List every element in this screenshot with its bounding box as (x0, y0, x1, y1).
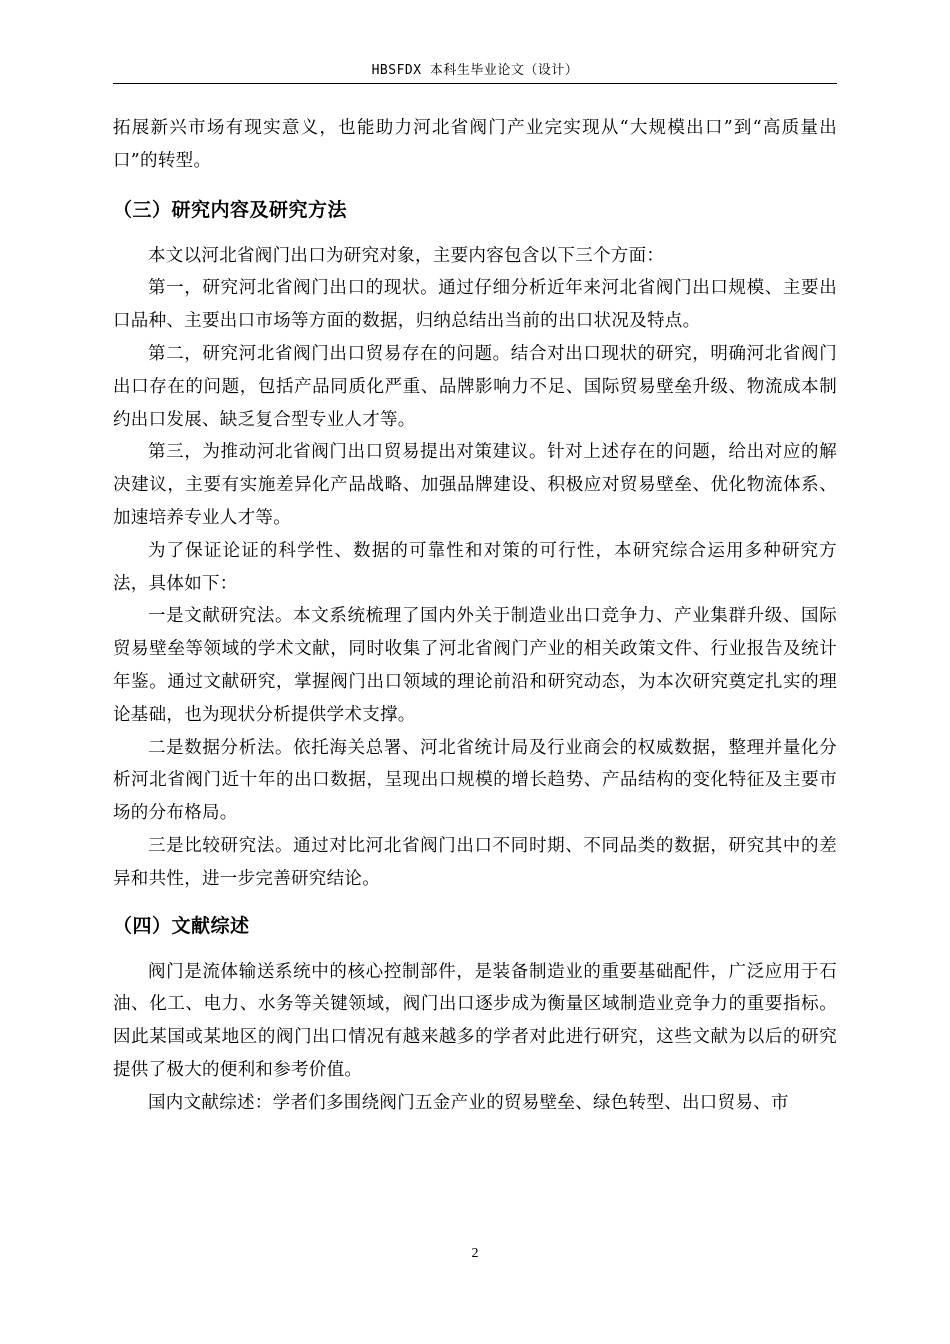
paragraph: 阀门是流体输送系统中的核心控制部件，是装备制造业的重要基础配件，广泛应用于石油、化工、电力、水务等关键领域，阀门出口逐步成为衡量区域制造业竞争力的重要指标。因此某国或某地区的阀门出口情况有越来越多的学者对此进行研究，这些文献为以后的研究提供了极大的便利和参考价值。 (113, 961, 837, 1080)
section-heading-research-content: （三）研究内容及研究方法 (113, 198, 348, 221)
paragraph: 国内文献综述：学者们多围绕阀门五金产业的贸易壁垒、绿色转型、出口贸易、市 (148, 1092, 789, 1113)
body-text (113, 112, 837, 1120)
paragraph: 本文以河北省阀门出口为研究对象，主要内容包含以下三个方面： (148, 245, 665, 266)
paragraph: 为了保证论证的科学性、数据的可靠性和对策的可行性，本研究综合运用多种研究方法，具体如下： (113, 540, 837, 594)
paragraph: 第二，研究河北省阀门出口贸易存在的问题。结合对出口现状的研究，明确河北省阀门出口存在的问题，包括产品同质化严重、品牌影响力不足、国际贸易壁垒升级、物流成本制约出口发展、缺乏复合型专业人才等。 (113, 343, 837, 430)
header-rule (113, 83, 837, 84)
running-header: HBSFDX 本科生毕业论文（设计） (371, 63, 579, 78)
paragraph: 三是比较研究法。通过对比河北省阀门出口不同时期、不同品类的数据，研究其中的差异和共性，进一步完善研究结论。 (113, 835, 837, 889)
paragraph: 第一，研究河北省阀门出口的现状。通过仔细分析近年来河北省阀门出口规模、主要出口品种、主要出口市场等方面的数据，归纳总结出当前的出口状况及特点。 (113, 278, 837, 332)
paragraph: 二是数据分析法。依托海关总署、河北省统计局及行业商会的权威数据，整理并量化分析河北省阀门近十年的出口数据，呈现出口规模的增长趋势、产品结构的变化特征及主要市场的分布格局。 (113, 737, 837, 824)
section-heading-literature-review: （四）文献综述 (113, 914, 250, 937)
paragraph-continued: 拓展新兴市场有现实意义，也能助力河北省阀门产业完实现从“大规模出口”到“高质量出口”的转型。 (113, 118, 837, 171)
page-number: 2 (471, 1246, 479, 1261)
paragraph: 一是文献研究法。本文系统梳理了国内外关于制造业出口竞争力、产业集群升级、国际贸易壁垒等领域的学术文献，同时收集了河北省阀门产业的相关政策文件、行业报告及统计年鉴。通过文献研究，掌握阀门出口领域的理论前沿和研究动态，为本次研究奠定扎实的理论基础，也为现状分析提供学术支撑。 (113, 606, 837, 725)
paragraph: 第三，为推动河北省阀门出口贸易提出对策建议。针对上述存在的问题，给出对应的解决建议，主要有实施差异化产品战略、加强品牌建设、积极应对贸易壁垒、优化物流体系、加速培养专业人才等。 (113, 442, 837, 528)
